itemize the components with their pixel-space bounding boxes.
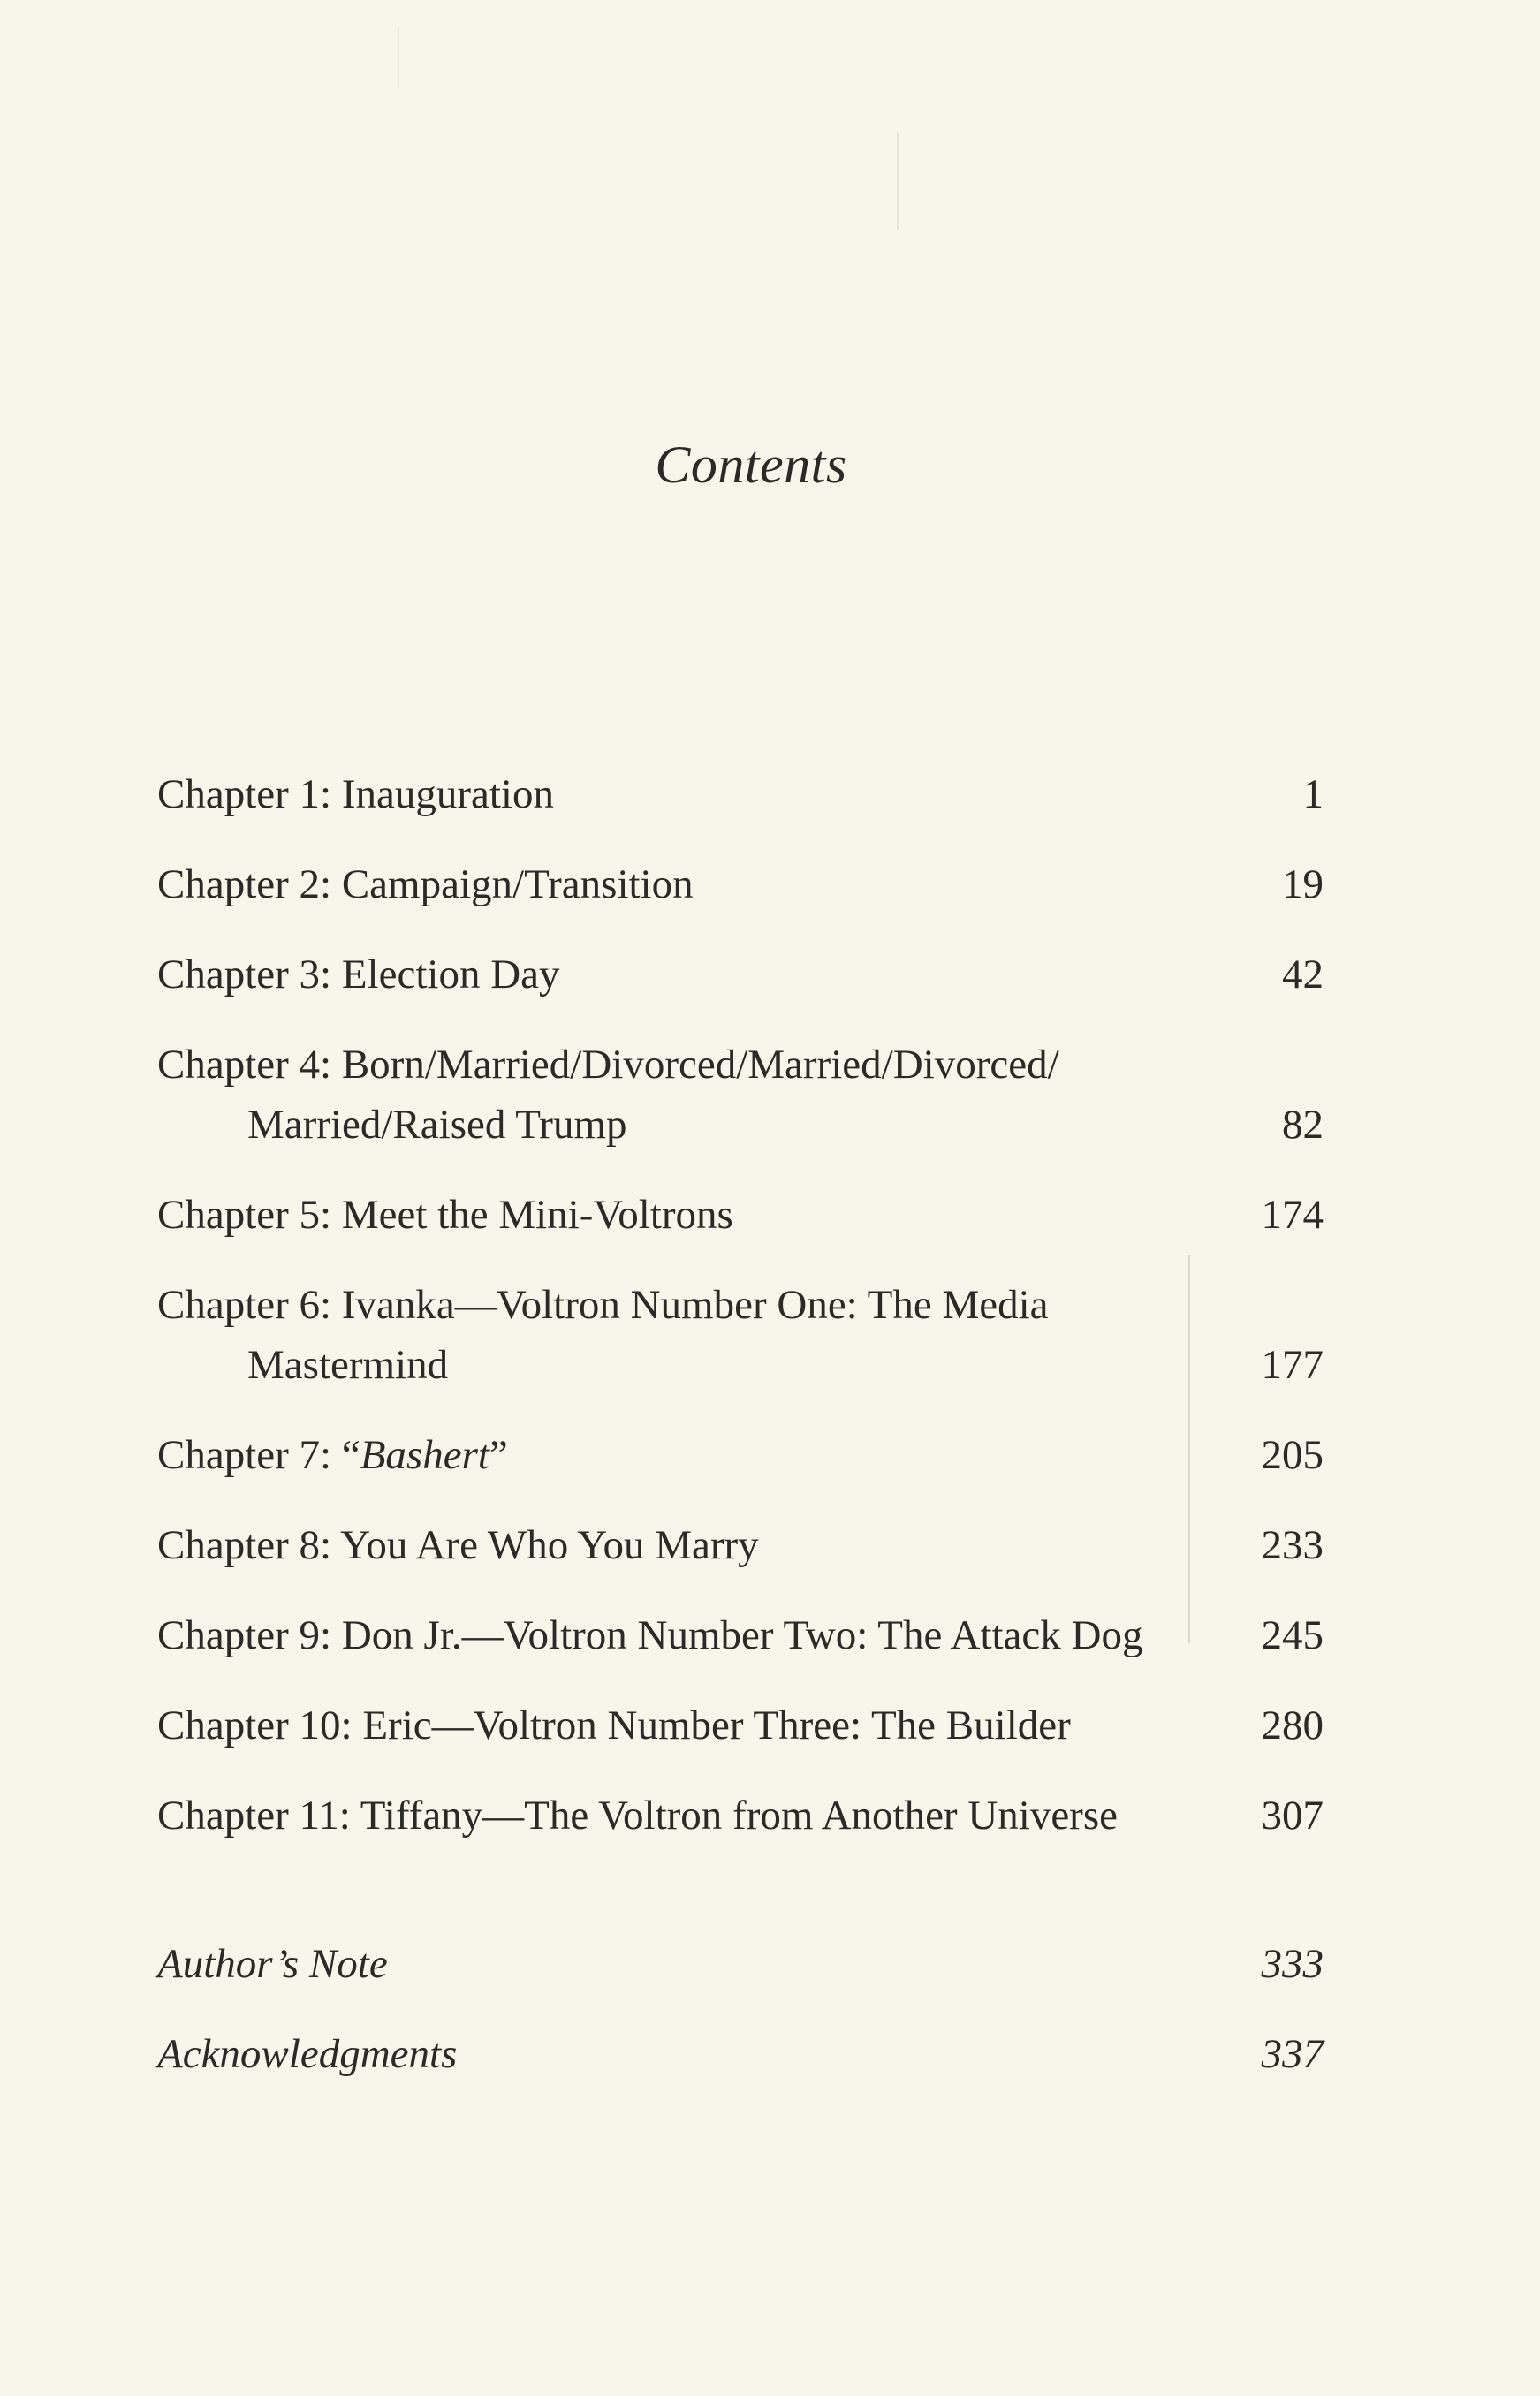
toc-entry-title: Author’s Note: [157, 1941, 388, 1987]
scan-mark: [1188, 1255, 1190, 1643]
toc-entry-title: [157, 854, 1226, 914]
toc-entry-chapter-5: [157, 1185, 1324, 1245]
toc-entry-title: [157, 1515, 1226, 1575]
toc-entry-page: 337: [1261, 2031, 1324, 2077]
toc-entry-title-line: Chapter 5: Meet the Mini-Voltrons: [157, 1192, 733, 1238]
toc-entry-title-italic: Bashert: [360, 1432, 489, 1478]
toc-entry-page: 333: [1261, 1941, 1324, 1987]
toc-entry-title-closing-quote: ”: [489, 1432, 508, 1478]
toc-entry-title-line: Chapter 11: Tiffany—The Voltron from Another Universe: [157, 1793, 1118, 1839]
toc-entry-title: [157, 1425, 1226, 1485]
toc-entry-title-continuation: Mastermind: [247, 1342, 449, 1388]
toc-entry-chapter-11: [157, 1786, 1324, 1846]
toc-entry-title: [157, 944, 1226, 1005]
toc-entry-title: [157, 1185, 1226, 1245]
toc-entry-title: [157, 1605, 1226, 1665]
toc-entry-page: 19: [1282, 861, 1324, 907]
contents-heading: Contents: [655, 436, 847, 494]
scan-mark: [897, 133, 899, 230]
toc-entry-authors-note: [157, 1934, 1324, 1994]
table-of-contents: [157, 764, 1324, 2114]
toc-entry-chapter-6: [157, 1275, 1324, 1395]
section-spacer: [157, 1876, 1324, 1934]
toc-entry-chapter-3: [157, 944, 1324, 1005]
toc-entry-chapter-8: [157, 1515, 1324, 1575]
toc-entry-page: 233: [1261, 1522, 1324, 1568]
toc-entry-page: 307: [1261, 1793, 1324, 1839]
toc-entry-title: Acknowledgments: [157, 2031, 458, 2077]
toc-entry-chapter-2: [157, 854, 1324, 914]
toc-entry-chapter-9: [157, 1605, 1324, 1665]
toc-entry-page: 1: [1302, 771, 1324, 817]
toc-entry-page: 245: [1261, 1612, 1324, 1658]
toc-entry-chapter-1: [157, 764, 1324, 824]
toc-entry-title: [157, 764, 1226, 824]
toc-entry-title-line: Chapter 4: Born/Married/Divorced/Married/Divorced/: [157, 1042, 1059, 1088]
toc-entry-title: [157, 1275, 1226, 1395]
toc-entry-title-line: Chapter 1: Inauguration: [157, 771, 554, 817]
toc-entry-page: 42: [1282, 952, 1324, 997]
toc-entry-title-line: Chapter 10: Eric—Voltron Number Three: The Builder: [157, 1702, 1071, 1748]
toc-entry-acknowledgments: [157, 2024, 1324, 2084]
toc-entry-title-line: Chapter 6: Ivanka—Voltron Number One: The Media: [157, 1282, 1049, 1328]
toc-entry-title-line: Chapter 2: Campaign/Transition: [157, 861, 694, 907]
scan-mark: [398, 27, 399, 88]
toc-entry-title: [157, 1695, 1226, 1755]
toc-entry-page: 174: [1261, 1192, 1324, 1238]
toc-entry-chapter-7: [157, 1425, 1324, 1485]
toc-entry-title-line: Chapter 7: “: [157, 1432, 360, 1478]
toc-entry-chapter-4: [157, 1035, 1324, 1155]
toc-entry-title: [157, 1035, 1226, 1155]
toc-entry-chapter-10: [157, 1695, 1324, 1755]
toc-entry-page: 177: [1261, 1342, 1324, 1388]
toc-entry-title: [157, 1786, 1226, 1846]
toc-entry-title-line: Chapter 9: Don Jr.—Voltron Number Two: The Attack Dog: [157, 1612, 1143, 1658]
toc-entry-title-continuation: Married/Raised Trump: [247, 1102, 627, 1148]
toc-entry-title-line: Chapter 8: You Are Who You Marry: [157, 1522, 759, 1568]
toc-entry-page: 205: [1261, 1432, 1324, 1478]
toc-entry-page: 280: [1261, 1702, 1324, 1748]
toc-entry-title-line: Chapter 3: Election Day: [157, 952, 560, 997]
toc-entry-page: 82: [1282, 1102, 1324, 1148]
